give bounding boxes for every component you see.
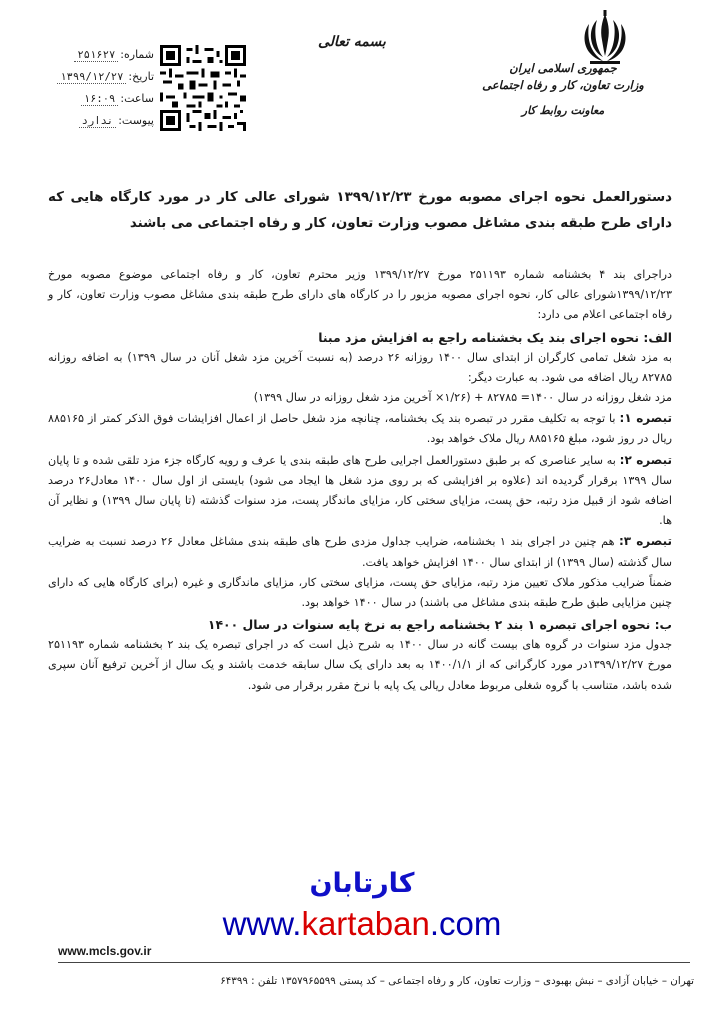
meta-time-label: ساعت: (120, 92, 154, 105)
watermark-url-name: kartaban (301, 905, 430, 942)
meta-date-row (44, 70, 154, 88)
org-country: جمهوری اسلامی ایران (509, 61, 617, 75)
document-body (48, 265, 672, 696)
meta-time-row (44, 92, 154, 110)
intro-paragraph: دراجرای بند ۴ بخشنامه شماره ۲۵۱۱۹۳ مورخ ۱۳۹۹/۱۲/۲۷ وزیر محترم تعاون، کار و رفاه اجتماعی موضوع مصوبه مورخ ۱۳۹۹/۱۲/۲۳شورای عالی کار، نحوه اجرای مصوبه مزبور را در کارگاه های دارای طرح طبقه بندی مشاغل مصوب وزارت تعاون، کار و رفاه اجتماعی اعلام می دارد: (48, 268, 673, 322)
org-ministry: وزارت تعاون، کار و رفاه اجتماعی (482, 78, 644, 92)
qr-code-icon (160, 44, 246, 132)
note-3-extra: ضمناً ضرایب مذکور ملاک تعیین مزد رتبه، مزایای حق پست، مزایای سختی کار، مزایای ماندگاری و غیره (برای کارگاه هایی که دارای چنین مزایایی طبق طرح طبقه بندی مشاغل می باشند) در سال ۱۴۰۰ خواهد بود. (48, 575, 672, 610)
meta-number-label: شماره: (120, 48, 154, 61)
meta-attachment-row (44, 114, 154, 132)
iran-emblem-icon (576, 10, 634, 66)
note-2 (48, 450, 672, 532)
note-1-label: تبصره ۱: (619, 411, 672, 426)
footer-address: تهران – خیابان آزادی – نبش بهبودی – وزارت تعاون، کار و رفاه اجتماعی – کد پستی ۱۳۵۷۹۶۵۵۹۹ تلفن : ۶۴۳۹۹ (220, 975, 694, 987)
note-2-label: تبصره ۲: (619, 452, 672, 467)
watermark-url (0, 905, 724, 943)
section-a-heading: الف: نحوه اجرای بند یک بخشنامه راجع به افزایش مزد مبنا (318, 329, 672, 345)
watermark-brand-fa: کارتابان (309, 868, 415, 899)
watermark-url-prefix: www. (222, 905, 302, 942)
meta-number-row (44, 48, 154, 66)
note-1-text: با توجه به تکلیف مقرر در تبصره بند یک بخشنامه، چنانچه مزد شغل حاصل از اعمال افزایشات فوق الذکر کمتر از ۸۸۵۱۶۵ ریال در روز شود، مبلغ ۸۸۵۱۶۵ ریال ملاک خواهد بود. (48, 412, 672, 446)
section-b-heading: ب: نحوه اجرای تبصره ۱ بند ۲ بخشنامه راجع به نرخ پایه سنوات در سال ۱۴۰۰ (207, 617, 672, 633)
watermark-url-suffix: .com (429, 905, 502, 942)
meta-date-label: تاریخ: (128, 70, 154, 83)
note-1 (48, 408, 672, 449)
note-2-text: به سایر عناصری که بر طبق دستورالعمل اجرایی طرح های طبقه بندی یا عرف و رویه کارگاه جزء مزد تلقی شده و تا پایان سال ۱۳۹۹ برقرار گردیده اند (علاوه بر افزایشی که بر روی مزد شغل ها ایجاد می شود) بایستی از اول سال ۱۴۰۰ معادل۲۶ درصد اضافه شود از قبیل مزد رتبه، حق پست، مزایای سختی کار، مزایای ماندگار پست، مزد سنوات گذشته (تا پایان سال ۱۳۹۹) و نظایر آن ها. (48, 453, 673, 528)
section-a-formula: مزد شغل روزانه در سال ۱۴۰۰= ۸۲۷۸۵ + (۱/۲۶× آخرین مزد شغل روزانه در سال ۱۳۹۹) (253, 391, 672, 405)
meta-date-value: ۱۳۹۹/۱۲/۲۷ (57, 71, 126, 84)
bismillah-heading: بسمه تعالی (318, 34, 386, 50)
meta-number-value: ۲۵۱۶۲۷ (74, 49, 118, 62)
note-3-text: هم چنین در اجرای بند ۱ بخشنامه، ضرایب جداول مزدی طرح های طبقه بندی مشاغل معادل ۲۶ درصد نسبت به ضرایب سال گذشته (سال ۱۳۹۹) از ابتدای سال ۱۴۰۰ افزایش خواهد یافت. (48, 535, 672, 569)
letter-meta (44, 48, 154, 136)
meta-attachment-label: پیوست: (118, 114, 154, 127)
meta-time-value: ۱۶:۰۹ (81, 93, 119, 106)
meta-attachment-value: ندارد (79, 115, 117, 128)
organization-block (468, 60, 658, 119)
ministry-website: www.mcls.gov.ir (58, 944, 152, 958)
note-3 (48, 531, 672, 572)
note-3-label: تبصره ۳: (618, 534, 672, 549)
org-deputy: معاونت روابط کار (521, 104, 605, 117)
section-b-paragraph: جدول مزد سنوات در گروه های بیست گانه در سال ۱۴۰۰ به شرح ذیل است که در اجرای تبصره یک بند ۲ بخشنامه شماره ۲۵۱۱۹۳ مورخ ۱۳۹۹/۱۲/۲۷در مورد کارگرانی که از ۱۴۰۰/۱/۱ به بعد دارای یک سال سابقه خدمت باشند و یک سال از آخرین ترفیع آنان سپری شده باشد، متناسب با گروه شغلی مربوط معادل ریالی یک پایه با نرخ مقرر برقرار می شود. (48, 638, 673, 692)
section-a-paragraph: به مزد شغل تمامی کارگران از ابتدای سال ۱۴۰۰ روزانه ۲۶ درصد (به نسبت آخرین مزد شغل آنان در سال ۱۳۹۹) به اضافه روزانه ۸۲۷۸۵ ریال اضافه می شود. به عبارت دیگر: (48, 350, 673, 384)
document-title: دستورالعمل نحوه اجرای مصوبه مورخ ۱۳۹۹/۱۲/۲۳ شورای عالی کار در مورد کارگاه هایی که دارای طرح طبقه بندی مشاغل مصوب وزارت تعاون، کار و رفاه اجتماعی می باشند (48, 190, 672, 231)
footer-divider (58, 962, 690, 963)
